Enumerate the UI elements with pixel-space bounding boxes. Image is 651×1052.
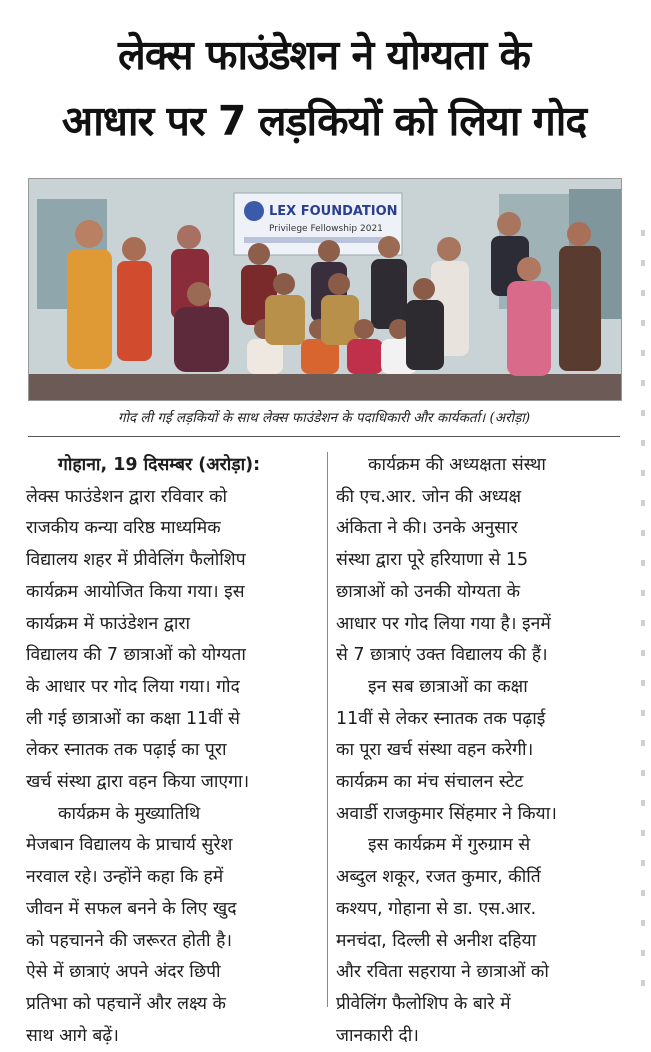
body-line: इन सब छात्राओं का कक्षा [368, 676, 528, 697]
body-line: प्रतिभा को पहचानें और लक्ष्य के [26, 993, 226, 1014]
column-divider [327, 452, 328, 1007]
body-line: कार्यक्रम के मुख्यातिथि [58, 803, 201, 824]
body-line: और रविता सहराया ने छात्राओं को [336, 962, 549, 983]
body-line: लेकर स्नातक तक पढ़ाई का पूरा [26, 740, 227, 761]
dateline: गोहाना, 19 दिसम्बर (अरोड़ा): [58, 455, 261, 475]
divider-rule [28, 436, 620, 437]
left-column [26, 450, 319, 1052]
body-line: मनचंदा, दिल्ली से अनीश दहिया [336, 930, 537, 951]
group-photo [28, 178, 622, 401]
body-line: राजकीय कन्या वरिष्ठ माध्यमिक [26, 518, 221, 539]
body-line: प्रीवेलिंग फैलोशिप के बारे में [336, 993, 511, 1014]
body-line: का पूरा खर्च संस्था वहन करेगी। [336, 740, 534, 761]
body-line: अब्दुल शकूर, रजत कुमार, कीर्ति [336, 867, 541, 888]
page-edge-texture [641, 230, 645, 1010]
body-line: मेजबान विद्यालय के प्राचार्य सुरेश [26, 835, 233, 856]
body-line: ली गई छात्राओं का कक्षा 11वीं से [26, 708, 240, 729]
body-line: को पहचानने की जरूरत होती है। [26, 930, 233, 951]
body-line: विद्यालय की 7 छात्राओं को योग्यता [26, 645, 246, 666]
headline [14, 22, 634, 154]
photo-caption: गोद ली गई लड़कियों के साथ लेक्स फाउंडेशन के पदाधिकारी और कार्यकर्ता। (अरोड़ा) [117, 410, 531, 426]
banner-title: LEX FOUNDATION [269, 204, 398, 219]
body-line: विद्यालय शहर में प्रीवेलिंग फैलोशिप [26, 550, 246, 571]
body-line: छात्राओं को उनकी योग्यता के [336, 581, 521, 602]
body-line: साथ आगे बढ़ें। [26, 1025, 119, 1046]
right-column [336, 450, 620, 1052]
body-line: की एच.आर. जोन की अध्यक्ष [336, 486, 522, 507]
body-line: अवार्डी राजकुमार सिंहमार ने किया। [336, 803, 557, 824]
headline-line-1: लेक्स फाउंडेशन ने योग्यता के [118, 31, 530, 79]
body-line: जीवन में सफल बनने के लिए खुद [26, 898, 237, 919]
body-line: कश्यप, गोहाना से डा. एस.आर. [336, 898, 537, 919]
body-line: ऐसे में छात्राएं अपने अंदर छिपी [26, 962, 221, 983]
body-line: अंकिता ने की। उनके अनुसार [336, 518, 518, 539]
headline-line-2: आधार पर 7 लड़कियों को लिया गोद [61, 97, 587, 145]
body-line: के आधार पर गोद लिया गया। गोद [26, 676, 240, 697]
body-line: संस्था द्वारा पूरे हरियाणा से 15 [336, 550, 529, 571]
body-line: कार्यक्रम की अध्यक्षता संस्था [368, 455, 546, 475]
body-line: आधार पर गोद लिया गया है। इनमें [336, 613, 551, 634]
banner-subtitle: Privilege Fellowship 2021 [269, 224, 383, 234]
body-line: 11वीं से लेकर स्नातक तक पढ़ाई [336, 708, 546, 729]
body-line: कार्यक्रम का मंच संचालन स्टेट [336, 772, 524, 793]
body-line: कार्यक्रम आयोजित किया गया। इस [26, 581, 245, 602]
body-line: से 7 छात्राएं उक्त विद्यालय की हैं। [336, 645, 548, 666]
body-line: नरवाल रहे। उन्होंने कहा कि हमें [26, 867, 224, 888]
body-line: इस कार्यक्रम में गुरुग्राम से [368, 835, 531, 856]
body-line: खर्च संस्था द्वारा वहन किया जाएगा। [26, 772, 250, 793]
body-line: कार्यक्रम में फाउंडेशन द्वारा [26, 613, 191, 634]
body-line: लेक्स फाउंडेशन द्वारा रविवार को [26, 486, 228, 507]
body-line: जानकारी दी। [336, 1025, 419, 1046]
